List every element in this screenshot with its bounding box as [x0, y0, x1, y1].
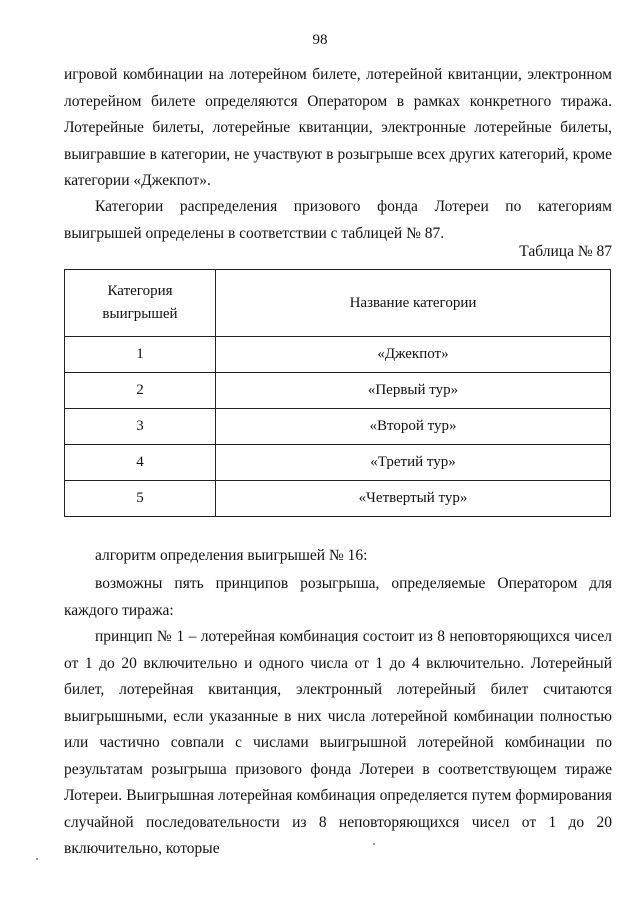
table-header-row: [65, 270, 611, 337]
table-caption: Таблица № 87: [519, 243, 612, 260]
paragraph-algorithm-title: алгоритм определения выигрышей № 16:: [95, 547, 368, 564]
paragraph-winning-combination: игровой комбинации на лотерейном билете, лотерейной квитанции, электронном лотерейном билете определяются Оператором в рамках конкретного тиража. Лотерейные билеты, лотерейные квитанции, электронные лотерейные билеты, выигравшие в категории, не участвуют в розыгрыше всех других категорий, кроме категории «Джекпот».: [64, 66, 612, 189]
table-row: [65, 409, 611, 445]
paragraph-principle-1: принцип № 1 – лотерейная комбинация состоит из 8 неповторяющихся чисел от 1 до 20 включительно и одного числа от 1 до 4 включительно. Лотерейный билет, лотерейная квитанция, электронный лотерейный билет считаются выигрышными, если указанные в них числа лотерейной комбинации полностью или частично совпали с числами выигрышной лотерейной комбинации по результатам розыгрыша призового фонда Лотереи в соответствующем тираже Лотереи. Выигрышная лотерейная комбинация определяется путем формирования случайной последовательности из 8 неповторяющихся чисел от 1 до 20 включительно, которые: [64, 628, 612, 857]
row-number: 2: [65, 373, 216, 409]
table-row: [65, 445, 611, 481]
header-category: Категория выигрышей: [65, 270, 216, 337]
paragraph-categories-intro: Категории распределения призового фонда Лотереи по категориям выигрышей определены в соответствии с таблицей № 87.: [64, 198, 612, 242]
table-row: [65, 481, 611, 517]
row-number: 3: [65, 409, 216, 445]
scan-speck: [373, 843, 375, 845]
paragraph-draw-principles: возможны пять принципов розыгрыша, определяемые Оператором для каждого тиража:: [64, 575, 612, 619]
row-number: 1: [65, 337, 216, 373]
table-row: [65, 373, 611, 409]
row-number: 4: [65, 445, 216, 481]
row-name: «Джекпот»: [216, 337, 611, 373]
row-name: «Четвертый тур»: [216, 481, 611, 517]
scan-speck: [36, 858, 38, 860]
prize-categories-table: [64, 269, 611, 517]
header-category-name: Название категории: [216, 270, 611, 337]
page-number: 98: [312, 32, 328, 48]
row-name: «Первый тур»: [216, 373, 611, 409]
table-row: [65, 337, 611, 373]
row-name: «Второй тур»: [216, 409, 611, 445]
row-name: «Третий тур»: [216, 445, 611, 481]
row-number: 5: [65, 481, 216, 517]
